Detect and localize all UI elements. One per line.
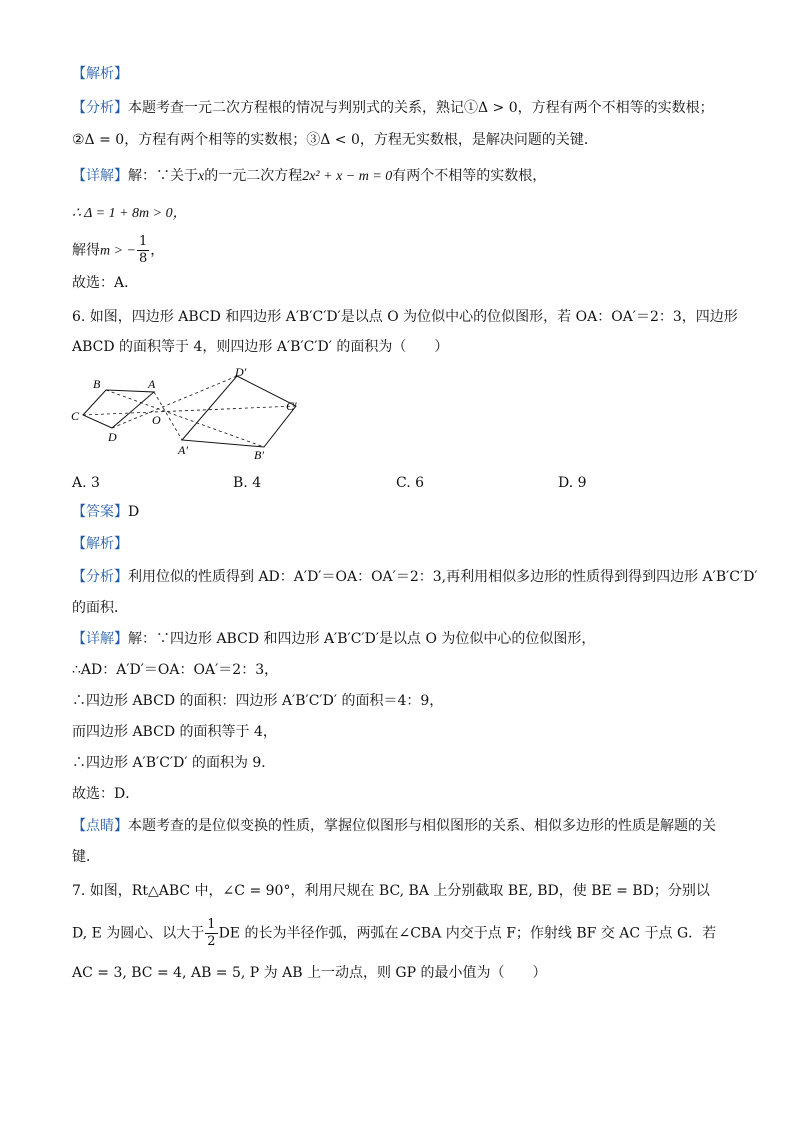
q5-delta-line: ∴ Δ = 1 + 8m > 0， [72,206,187,221]
q5-solve-line: 解得m > − $\frac{1}{8}$ ， [72,234,165,266]
q6-answer: 【答案】D [72,504,140,520]
label-C-prime: C′ [286,399,297,413]
label-B: B [93,377,101,391]
q6-step-ratio: ∴AD：A′D′＝OA：OA′＝2：3， [72,662,279,678]
q7-half-fraction: $\frac{1}{2}$ [207,917,216,949]
q6-option-b: B. 4 [233,475,262,491]
q6-fenxi-line-1: 【分析】利用位似的性质得到 AD：A′D′＝OA：OA′＝2：3,再利用相似多边形的性质得到得到四边形 A′B′C′D′ [72,569,758,585]
label-D: D [108,430,117,444]
q5-choose: 故选：A． [72,275,139,291]
label-A-prime: A′ [178,443,188,457]
q6-step-area-ratio: ∴四边形 ABCD 的面积：四边形 A′B′C′D′ 的面积＝4：9， [72,693,444,709]
q6-dianjing-line-1: 【点睛】本题考查的是位似变换的性质，掌握位似图形与相似图形的关系、相似多边形的性质是解题的关 [72,818,716,834]
label-A: A [148,377,156,391]
q6-stem-line-2: ABCD 的面积等于 4，则四边形 A′B′C′D′ 的面积为（ ） [72,339,449,355]
q6-stem-line-1: 6. 如图，四边形 ABCD 和四边形 A′B′C′D′是以点 O 为位似中心的位似图形，若 OA：OA′＝2：3，四边形 [72,309,738,325]
q6-option-c: C. 6 [396,475,425,491]
q5-jiexi-heading: 【解析】 [72,66,128,82]
q6-xiangjie-line: 【详解】解：∵四边形 ABCD 和四边形 A′B′C′D′是以点 O 为位似中心的位似图形， [72,631,596,647]
quad-abcd [83,390,154,428]
label-C: C [71,409,80,423]
q7-stem-line-1: 7. 如图，Rt△ABC 中，∠C = 90°，利用尺规在 BC, BA 上分别截取 BE, BD，使 BE = BD；分别以 [72,883,710,899]
q7-stem-line-3: AC = 3, BC = 4, AB = 5, P 为 AB 上一动点，则 GP 的最小值为（ ） [72,965,547,981]
q5-fenxi-line-2: ②Δ = 0，方程有两个相等的实数根；③Δ < 0，方程无实数根，是解决问题的关键． [72,132,598,148]
q7-stem-line-2: D, E 为圆心、以大于 $\frac{1}{2}$ DE 的长为半径作弧，两弧在∠CBA 内交于点 F；作射线 BF 交 AC 于点 G．若 [72,917,717,949]
q6-step-given: 而四边形 ABCD 的面积等于 4， [72,724,277,740]
q6-step-result: ∴四边形 A′B′C′D′ 的面积为 9． [72,755,276,771]
q6-option-a: A. 3 [72,475,100,491]
q6-fenxi-line-2: 的面积． [72,600,128,616]
label-D-prime: D′ [235,366,247,379]
q5-xiangjie-line: 【详解】解：∵关于x的一元二次方程2x² + x − m = 0有两个不相等的实数根， [72,168,547,184]
q6-homothety-figure [66,366,306,464]
q5-fenxi-line-1: 【分析】本题考查一元二次方程根的情况与判别式的关系，熟记①Δ > 0，方程有两个不相等的实数根； [72,100,714,116]
q6-choose: 故选：D． [72,786,140,802]
q6-option-d: D. 9 [558,475,587,491]
q5-solve-fraction: $\frac{1}{8}$ [139,234,148,266]
label-B-prime: B′ [254,448,264,462]
quad-a2b2c2d2 [182,376,296,447]
q6-jiexi-heading: 【解析】 [72,536,128,552]
q6-dianjing-line-2: 键． [72,849,100,865]
label-O: O [152,413,161,427]
